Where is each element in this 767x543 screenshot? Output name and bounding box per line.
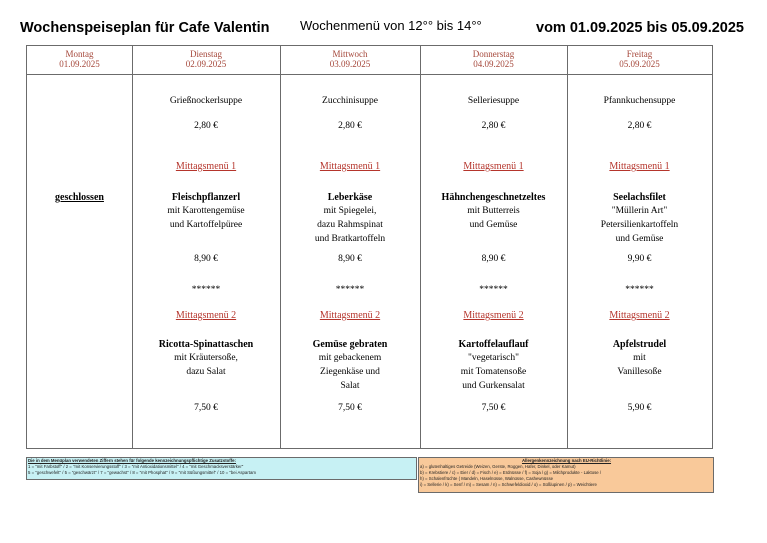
menu2-price: 7,50 € (194, 403, 218, 413)
day-header-monday (27, 49, 132, 69)
soup-name: Pfannkuchensuppe (603, 96, 676, 106)
menu1-price: 8,90 € (481, 254, 506, 264)
allergens-line: b) = Krebstiere / c) = Eier / d) = Fisch / e) = Erdnüsse / f) = Soja / g) = Milchprodukte - Laktose / (420, 470, 602, 475)
menu1-title: Leberkäse (327, 192, 373, 203)
menu1-line: dazu Rahmspinat (317, 220, 383, 230)
soup-name: Zucchinisuppe (322, 96, 378, 106)
allergens-line: h) = Schalenfrüchte ( Mandeln, Haselnüsse, Walnüsse, Cashewnüsse (420, 476, 553, 481)
menu2-title: Ricotta-Spinattaschen (158, 339, 254, 350)
additives-line: 1 = "mit Farbstoff" / 2 = "mit Konservierungsstoff" / 3 = "mit Antioxidationsmittel" / 4 = "mit Geschmacksverstärker" (28, 464, 244, 469)
menu2-line: mit Kräutersoße, (174, 353, 238, 363)
menu1-label: Mittagsmenü 1 (175, 161, 237, 172)
page-subtitle: Wochenmenü von 12°° bis 14°° (300, 18, 482, 33)
menu2-line: Ziegenkäse und (320, 367, 380, 377)
day-name: Donnerstag (472, 49, 515, 59)
day-column-monday (27, 74, 132, 449)
day-name: Freitag (626, 49, 653, 59)
day-name: Mittwoch (332, 49, 368, 59)
menu2-line: Vanillesoße (617, 367, 662, 377)
menu1-line: mit Butterreis (467, 206, 520, 216)
menu2-price: 5,90 € (627, 403, 652, 413)
day-header-thursday (420, 49, 567, 69)
menu1-title: Fleischpflanzerl (171, 192, 241, 203)
additives-line: 5 = "geschwefelt" / 5 = "geschwärzt" / 7 = "gewachst" / 8 = "mit Phosphat" / 9 = "mit Süßungsmittel" / 10 = "bei Aspartam (28, 470, 256, 475)
separator: ****** (479, 285, 508, 295)
day-header-friday (567, 49, 712, 69)
menu1-line: "Müllerin Art" (611, 206, 668, 216)
menu2-line: mit (633, 353, 646, 363)
day-header-tuesday (132, 49, 280, 69)
menu2-line: dazu Salat (186, 367, 226, 377)
menu2-label: Mittagsmenü 2 (609, 310, 670, 321)
menu2-line: Salat (340, 381, 360, 391)
menu1-label: Mittagsmenü 1 (609, 161, 670, 172)
menu2-line: und Gurkensalat (462, 381, 525, 391)
menu2-title: Kartoffelauflauf (458, 339, 529, 350)
day-column-wednesday (280, 74, 420, 449)
day-date: 03.09.2025 (329, 59, 371, 69)
additives-title: Die in dem Menüplan verwendeten Ziffern stehen für folgende kennzeichnungspflichtige Zusatzstoffe: (28, 458, 236, 463)
soup-price: 2,80 € (481, 121, 506, 131)
allergens-title: Allergenkennzeichnung nach EU-Richtlinie: (521, 458, 612, 463)
menu2-title: Gemüse gebraten (312, 339, 388, 350)
menu1-price: 8,90 € (338, 254, 362, 264)
day-column-tuesday (132, 74, 280, 449)
menu1-line: und Kartoffelpüree (169, 220, 243, 230)
menu1-title: Seelachsfilet (613, 192, 666, 203)
menu2-line: mit gebackenem (318, 353, 382, 363)
menu1-label: Mittagsmenü 1 (319, 161, 381, 172)
day-column-friday (567, 74, 712, 449)
allergens-legend (418, 457, 714, 493)
menu1-title: Hähnchengeschnetzeltes (441, 192, 546, 203)
day-header-wednesday (280, 49, 420, 69)
menu2-price: 7,50 € (338, 403, 362, 413)
menu-table (26, 45, 713, 449)
date-range: vom 01.09.2025 bis 05.09.2025 (536, 20, 744, 36)
menu2-price: 7,50 € (481, 403, 506, 413)
separator: ****** (625, 285, 654, 295)
menu1-price: 8,90 € (194, 254, 218, 264)
menu1-line: und Gemüse (615, 234, 664, 244)
menu1-line: und Bratkartoffeln (314, 234, 386, 244)
day-name: Montag (65, 49, 94, 59)
additives-legend (26, 457, 417, 480)
menu2-title: Apfelstrudel (612, 339, 667, 350)
menu1-line: mit Karottengemüse (167, 206, 245, 216)
page-title: Wochenspeiseplan für Cafe Valentin (20, 20, 270, 36)
soup-name: Grießnockerlsuppe (169, 96, 243, 106)
soup-price: 2,80 € (338, 121, 362, 131)
day-date: 05.09.2025 (619, 59, 660, 69)
menu1-line: Petersilienkartoffeln (600, 220, 679, 230)
separator: ****** (335, 285, 365, 295)
menu2-label: Mittagsmenü 2 (463, 310, 524, 321)
menu2-line: mit Tomatensoße (460, 367, 527, 377)
soup-name: Selleriesuppe (467, 96, 520, 106)
menu1-price: 9,90 € (627, 254, 652, 264)
menu1-label: Mittagsmenü 1 (463, 161, 524, 172)
soup-price: 2,80 € (194, 121, 218, 131)
menu1-line: mit Spiegelei, (323, 206, 377, 216)
day-date: 02.09.2025 (185, 59, 227, 69)
closed-label: geschlossen (55, 192, 104, 203)
day-date: 04.09.2025 (473, 59, 514, 69)
day-name: Dienstag (190, 49, 222, 59)
day-date: 01.09.2025 (59, 59, 100, 69)
allergens-line: i) = Sellerie / k) = Senf / m) = Sesam / n) = Schwefeldioxid / o) = Süßlupinen / p) = Weichtiere (420, 482, 597, 487)
allergens-line: a) = glutenhaltiges Getreide (Weizen, Gerste, Roggen, Hafer, Dinkel, oder Kamut) (420, 464, 576, 469)
separator: ****** (191, 285, 221, 295)
soup-price: 2,80 € (627, 121, 652, 131)
menu2-line: "vegetarisch" (467, 353, 519, 363)
menu2-label: Mittagsmenü 2 (175, 310, 237, 321)
menu2-label: Mittagsmenü 2 (319, 310, 381, 321)
day-column-thursday (420, 74, 567, 449)
menu1-line: und Gemüse (469, 220, 518, 230)
